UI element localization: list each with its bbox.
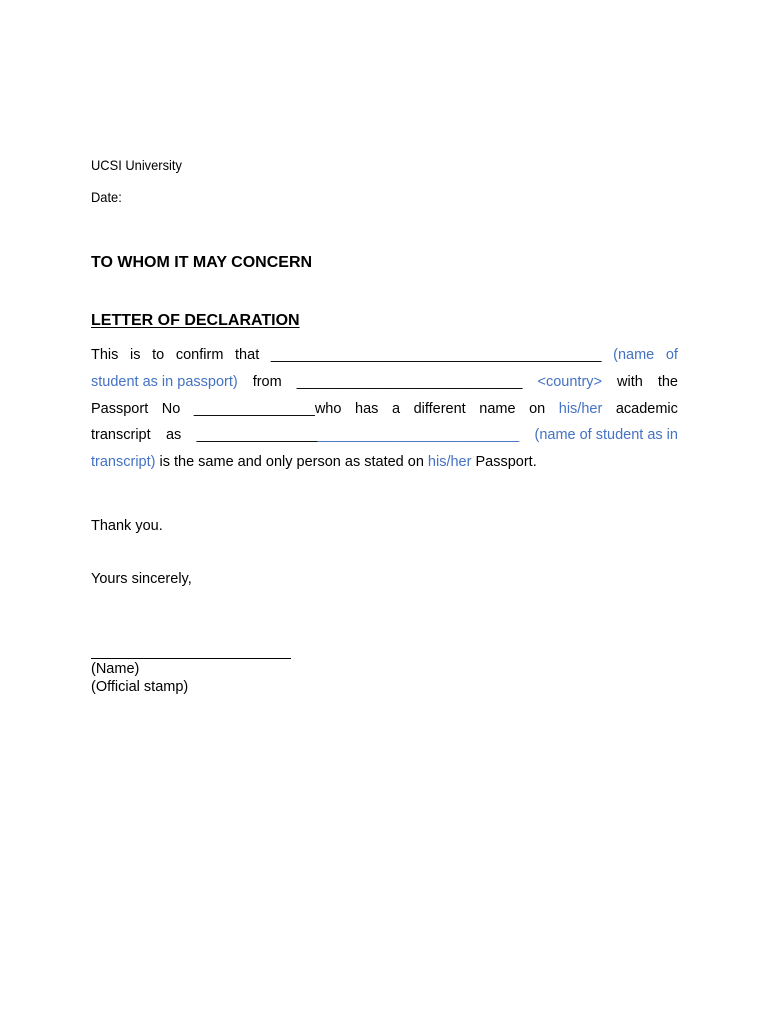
salutation-heading: TO WHOM IT MAY CONCERN	[91, 254, 313, 271]
his-her-hint: his/her	[427, 454, 472, 470]
body-word: transcript	[91, 427, 151, 443]
body-word: with	[617, 374, 643, 390]
name-hint: of	[665, 347, 678, 363]
letter-title: LETTER OF DECLARATION	[91, 312, 300, 329]
organization-name: UCSI University	[91, 157, 182, 173]
body-word: from	[252, 374, 282, 390]
transcript-name-blank	[197, 427, 520, 443]
body-word: name	[479, 401, 516, 417]
date-label: Date:	[91, 189, 122, 205]
thank-you-text: Thank you.	[91, 518, 163, 534]
blank-blue-part: _________________________	[317, 427, 520, 443]
student-name-blank: _________________________________________	[270, 347, 602, 363]
body-word: has	[355, 401, 379, 417]
name-hint: (name	[613, 347, 655, 363]
body-word: confirm	[175, 347, 224, 363]
paragraph-line-4	[91, 427, 678, 447]
signature-line	[91, 658, 291, 659]
body-text: is the same and only person as stated on	[155, 454, 428, 470]
body-word: No	[161, 401, 181, 417]
transcript-hint: transcript)	[91, 454, 156, 470]
body-word: as	[165, 427, 182, 443]
sign-off-text: Yours sincerely,	[91, 571, 192, 587]
passport-number-blank: _______________who	[193, 401, 342, 417]
body-word: Passport	[91, 401, 149, 417]
name-label: (Name)	[91, 661, 140, 677]
body-word: This	[91, 347, 119, 363]
paragraph-line-1	[91, 347, 678, 367]
body-word: different	[413, 401, 466, 417]
country-blank: ____________________________	[296, 374, 523, 390]
body-word: is	[130, 347, 141, 363]
body-text: Passport.	[471, 454, 537, 470]
blank-black-part: _______________	[196, 427, 318, 443]
body-word: the	[657, 374, 678, 390]
passport-name-hint: student as in passport)	[91, 374, 238, 390]
paragraph-line-2	[91, 374, 678, 394]
body-word: that	[235, 347, 260, 363]
paragraph-line-5	[91, 454, 537, 470]
body-word: to	[152, 347, 165, 363]
paragraph-line-3	[91, 401, 678, 421]
his-her-hint: his/her	[558, 401, 603, 417]
official-stamp-label: (Official stamp)	[91, 679, 189, 695]
transcript-name-hint: (name of student as in	[534, 427, 678, 443]
country-hint: <country>	[537, 374, 603, 390]
body-word: on	[529, 401, 546, 417]
body-word: academic	[615, 401, 678, 417]
body-word: a	[391, 401, 401, 417]
